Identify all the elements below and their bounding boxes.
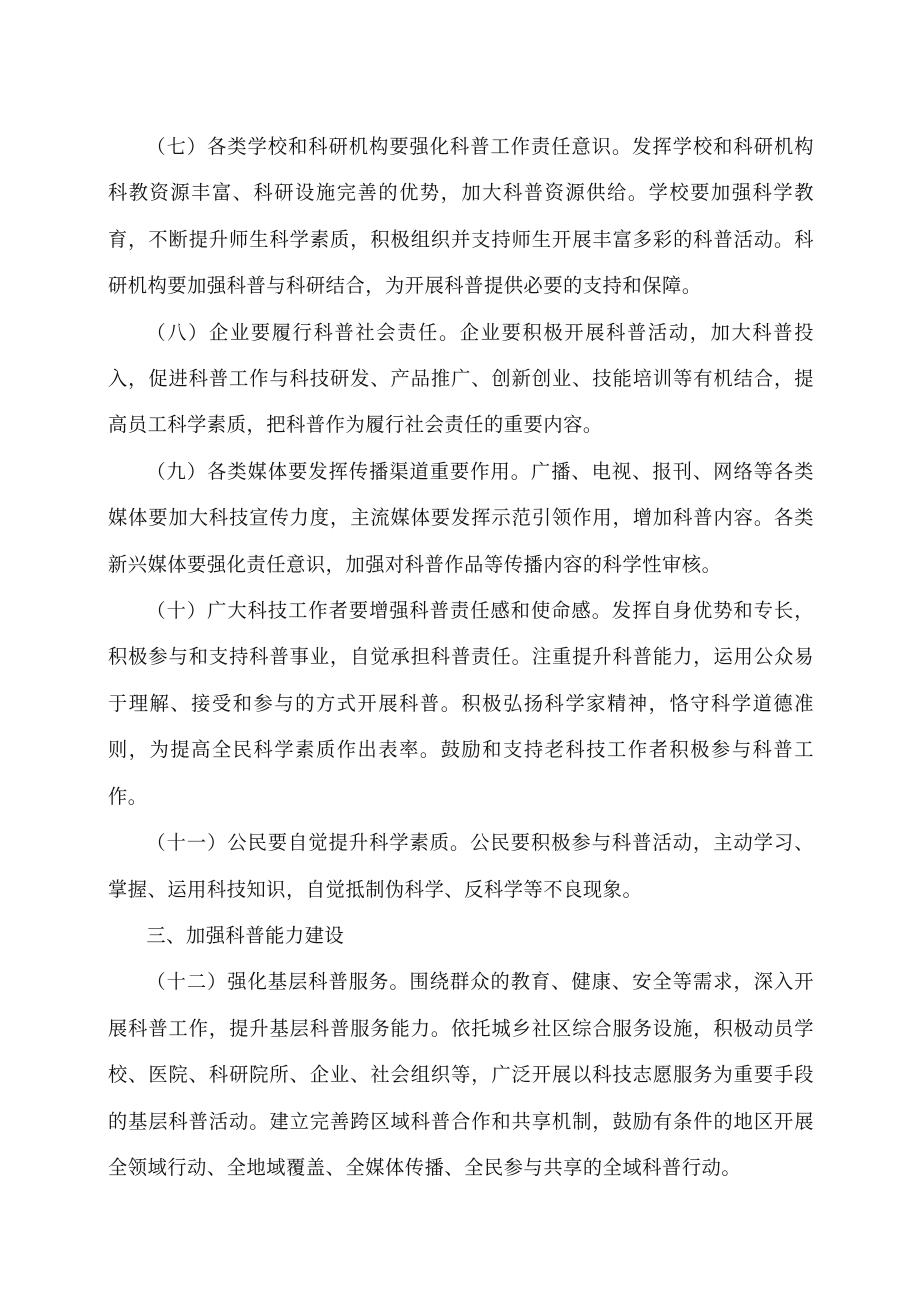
paragraph-12: （十二）强化基层科普服务。围绕群众的教育、健康、安全等需求，深入开展科普工作，提升基层科普服务能力。依托城乡社区综合服务设施，积极动员学校、医院、科研院所、企业、社会组织等，广泛开展以科技志愿服务为重要手段的基层科普活动。建立完善跨区域科普合作和共享机制，鼓励有条件的地区开展全领域行动、全地域覆盖、全媒体传播、全民参与共享的全域科普行动。	[108, 970, 814, 1179]
section-heading: 三、加强科普能力建设	[146, 923, 345, 947]
document-body	[108, 124, 814, 1191]
paragraph-11: （十一）公民要自觉提升科学素质。公民要积极参与科普活动，主动学习、掌握、运用科技知识，自觉抵制伪科学、反科学等不良现象。	[108, 831, 814, 901]
paragraph-10: （十）广大科技工作者要增强科普责任感和使命感。发挥自身优势和专长，积极参与和支持科普事业，自觉承担科普责任。注重提升科普能力，运用公众易于理解、接受和参与的方式开展科普。积极弘扬科学家精神，恪守科学道德准则，为提高全民科学素质作出表率。鼓励和支持老科技工作者积极参与科普工作。	[108, 599, 814, 808]
paragraph-9: （九）各类媒体要发挥传播渠道重要作用。广播、电视、报刊、网络等各类媒体要加大科技宣传力度，主流媒体要发挥示范引领作用，增加科普内容。各类新兴媒体要强化责任意识，加强对科普作品等传播内容的科学性审核。	[108, 459, 814, 576]
paragraph-8: （八）企业要履行科普社会责任。企业要积极开展科普活动，加大科普投入，促进科普工作与科技研发、产品推广、创新创业、技能培训等有机结合，提高员工科学素质，把科普作为履行社会责任的重要内容。	[108, 320, 814, 437]
paragraph-7: （七）各类学校和科研机构要强化科普工作责任意识。发挥学校和科研机构科教资源丰富、科研设施完善的优势，加大科普资源供给。学校要加强科学教育，不断提升师生科学素质，积极组织并支持师生开展丰富多彩的科普活动。科研机构要加强科普与科研结合，为开展科普提供必要的支持和保障。	[108, 135, 814, 298]
